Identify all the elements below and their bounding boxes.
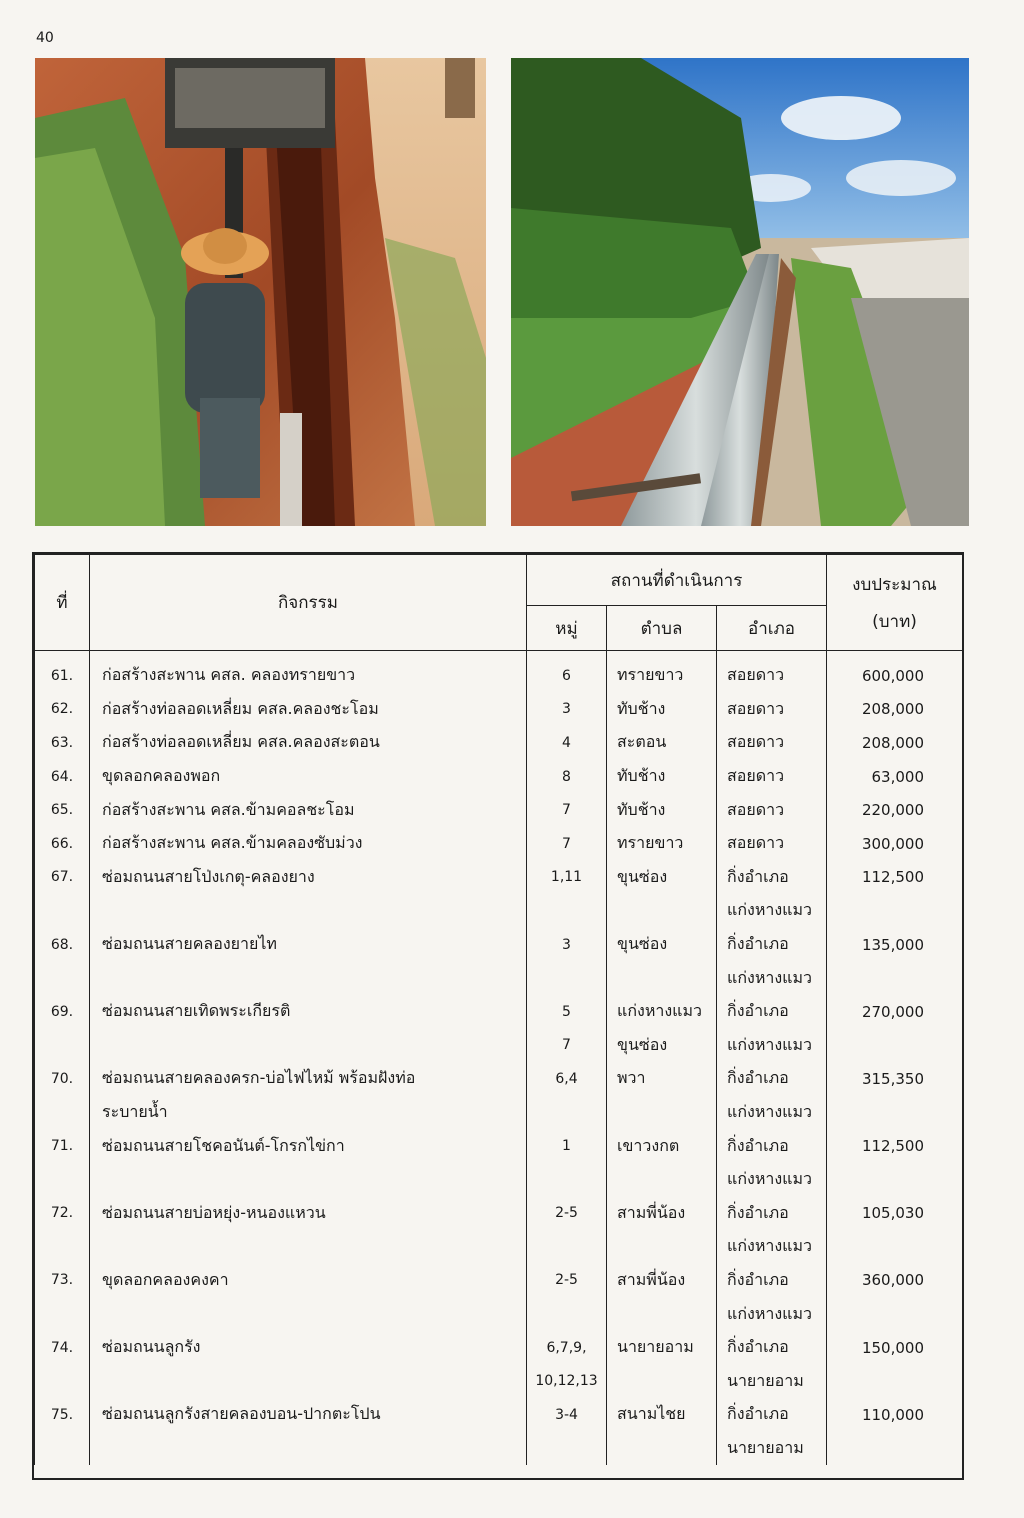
table-row <box>35 995 963 1029</box>
row-tambon: ทรายขาว <box>607 827 717 861</box>
row-moo <box>527 1230 607 1264</box>
row-moo <box>527 1297 607 1331</box>
row-activity <box>90 961 527 995</box>
row-moo: 3 <box>527 928 607 962</box>
row-number: 75. <box>35 1398 90 1432</box>
row-number <box>35 894 90 928</box>
row-number: 67. <box>35 861 90 895</box>
header-budget-unit: (บาท) <box>872 611 917 632</box>
row-activity: ขุดลอกคลองพอก <box>90 760 527 794</box>
row-number: 66. <box>35 827 90 861</box>
table-row <box>35 651 963 693</box>
row-tambon: ขุนซ่อง <box>607 861 717 895</box>
table-row <box>35 827 963 861</box>
row-tambon <box>607 1297 717 1331</box>
row-budget: 63,000 <box>827 760 963 794</box>
row-tambon: ทับช้าง <box>607 693 717 727</box>
row-amphoe: แก่งหางแมว <box>717 1230 827 1264</box>
row-amphoe: แก่งหางแมว <box>717 1029 827 1063</box>
row-budget <box>827 1096 963 1130</box>
row-activity <box>90 1432 527 1466</box>
row-tambon: ขุนซ่อง <box>607 1029 717 1063</box>
row-tambon <box>607 1364 717 1398</box>
row-budget: 150,000 <box>827 1331 963 1365</box>
row-amphoe: กิ่งอำเภอ <box>717 1398 827 1432</box>
header-tambon: ตำบล <box>607 606 717 651</box>
row-tambon: สามพี่น้อง <box>607 1197 717 1231</box>
row-tambon <box>607 894 717 928</box>
row-moo: 7 <box>527 1029 607 1063</box>
row-budget <box>827 1364 963 1398</box>
row-tambon: ขุนซ่อง <box>607 928 717 962</box>
row-budget <box>827 1432 963 1466</box>
header-moo: หมู่ <box>527 606 607 651</box>
row-tambon: นายายอาม <box>607 1331 717 1365</box>
table-row <box>35 1029 963 1063</box>
row-moo: 6,4 <box>527 1062 607 1096</box>
row-budget: 208,000 <box>827 693 963 727</box>
row-activity: ซ่อมถนนสายโป่งเกตุ-คลองยาง <box>90 861 527 895</box>
header-amphoe: อำเภอ <box>717 606 827 651</box>
row-tambon <box>607 1096 717 1130</box>
header-no: ที่ <box>35 555 90 651</box>
row-budget <box>827 894 963 928</box>
row-tambon <box>607 1432 717 1466</box>
row-activity <box>90 1364 527 1398</box>
header-budget <box>827 555 963 651</box>
row-number: 63. <box>35 726 90 760</box>
table-row <box>35 1129 963 1163</box>
row-moo: 8 <box>527 760 607 794</box>
row-number: 70. <box>35 1062 90 1096</box>
row-budget <box>827 961 963 995</box>
page-number: 40 <box>36 30 54 46</box>
row-tambon: เขาวงกต <box>607 1129 717 1163</box>
row-number: 61. <box>35 651 90 693</box>
row-amphoe: สอยดาว <box>717 693 827 727</box>
row-number <box>35 1364 90 1398</box>
row-amphoe: สอยดาว <box>717 827 827 861</box>
row-amphoe: กิ่งอำเภอ <box>717 1331 827 1365</box>
row-moo: 3-4 <box>527 1398 607 1432</box>
row-number <box>35 1432 90 1466</box>
row-amphoe: กิ่งอำเภอ <box>717 861 827 895</box>
row-activity: ซ่อมถนนสายคลองยายไท <box>90 928 527 962</box>
row-budget: 112,500 <box>827 861 963 895</box>
row-activity: ก่อสร้างท่อลอดเหลี่ยม คสล.คลองชะโอม <box>90 693 527 727</box>
row-amphoe: แก่งหางแมว <box>717 1096 827 1130</box>
header-budget-label: งบประมาณ <box>852 574 937 595</box>
row-activity: ก่อสร้างสะพาน คสล.ข้ามคลองซับม่วง <box>90 827 527 861</box>
row-number <box>35 1096 90 1130</box>
table-row <box>35 793 963 827</box>
row-activity <box>90 1029 527 1063</box>
row-tambon <box>607 961 717 995</box>
row-activity <box>90 894 527 928</box>
row-activity: ก่อสร้างท่อลอดเหลี่ยม คสล.คลองสะตอน <box>90 726 527 760</box>
row-budget <box>827 1297 963 1331</box>
row-activity: ซ่อมถนนลูกรัง <box>90 1331 527 1365</box>
row-activity: ซ่อมถนนลูกรังสายคลองบอน-ปากตะโปน <box>90 1398 527 1432</box>
row-budget <box>827 1163 963 1197</box>
row-number <box>35 1297 90 1331</box>
row-number: 62. <box>35 693 90 727</box>
row-tambon: แก่งหางแมว <box>607 995 717 1029</box>
row-number: 64. <box>35 760 90 794</box>
row-moo: 6 <box>527 651 607 693</box>
row-moo: 1 <box>527 1129 607 1163</box>
row-budget: 220,000 <box>827 793 963 827</box>
row-activity <box>90 1297 527 1331</box>
row-budget: 135,000 <box>827 928 963 962</box>
table-row <box>35 1163 963 1197</box>
row-moo: 5 <box>527 995 607 1029</box>
row-moo <box>527 961 607 995</box>
table-row <box>35 1364 963 1398</box>
row-moo <box>527 894 607 928</box>
row-moo <box>527 1163 607 1197</box>
row-activity: ซ่อมถนนสายคลองครก-บ่อไฟไหม้ พร้อมฝังท่อ <box>90 1062 527 1096</box>
row-activity: ก่อสร้างสะพาน คสล.ข้ามคอลชะโอม <box>90 793 527 827</box>
row-budget: 110,000 <box>827 1398 963 1432</box>
row-activity: ซ่อมถนนสายบ่อหยุ่ง-หนองแหวน <box>90 1197 527 1231</box>
row-amphoe: สอยดาว <box>717 651 827 693</box>
row-moo: 4 <box>527 726 607 760</box>
row-tambon: พวา <box>607 1062 717 1096</box>
row-tambon: ทับช้าง <box>607 760 717 794</box>
header-activity: กิจกรรม <box>90 555 527 651</box>
concrete-pipes-photo <box>511 58 969 526</box>
table-row <box>35 1096 963 1130</box>
table-row <box>35 1331 963 1365</box>
table-row <box>35 861 963 895</box>
table-row <box>35 894 963 928</box>
row-activity <box>90 1230 527 1264</box>
row-moo: 10,12,13 <box>527 1364 607 1398</box>
row-moo: 1,11 <box>527 861 607 895</box>
row-budget: 112,500 <box>827 1129 963 1163</box>
table-body <box>35 651 963 1466</box>
row-number <box>35 1230 90 1264</box>
row-amphoe: กิ่งอำเภอ <box>717 1129 827 1163</box>
row-amphoe: สอยดาว <box>717 726 827 760</box>
row-amphoe: สอยดาว <box>717 793 827 827</box>
row-moo: 2-5 <box>527 1264 607 1298</box>
table-row <box>35 1398 963 1432</box>
table-row <box>35 1297 963 1331</box>
row-amphoe: สอยดาว <box>717 760 827 794</box>
row-amphoe: แก่งหางแมว <box>717 961 827 995</box>
row-number: 72. <box>35 1197 90 1231</box>
row-moo: 6,7,9, <box>527 1331 607 1365</box>
row-budget <box>827 1230 963 1264</box>
table-row <box>35 1432 963 1466</box>
row-moo: 7 <box>527 793 607 827</box>
row-number <box>35 1163 90 1197</box>
row-activity: ขุดลอกคลองคงคา <box>90 1264 527 1298</box>
row-number: 74. <box>35 1331 90 1365</box>
row-amphoe: แก่งหางแมว <box>717 1163 827 1197</box>
row-number <box>35 1029 90 1063</box>
table-row <box>35 693 963 727</box>
row-amphoe: กิ่งอำเภอ <box>717 1264 827 1298</box>
row-budget: 600,000 <box>827 651 963 693</box>
row-budget: 360,000 <box>827 1264 963 1298</box>
row-moo: 2-5 <box>527 1197 607 1231</box>
row-budget: 300,000 <box>827 827 963 861</box>
row-moo: 3 <box>527 693 607 727</box>
row-tambon: ทับช้าง <box>607 793 717 827</box>
row-amphoe: กิ่งอำเภอ <box>717 928 827 962</box>
row-tambon: ทรายขาว <box>607 651 717 693</box>
row-budget <box>827 1029 963 1063</box>
row-number: 69. <box>35 995 90 1029</box>
row-budget: 315,350 <box>827 1062 963 1096</box>
row-amphoe: กิ่งอำเภอ <box>717 995 827 1029</box>
table-row <box>35 726 963 760</box>
header-location: สถานที่ดำเนินการ <box>527 555 827 606</box>
row-tambon: สามพี่น้อง <box>607 1264 717 1298</box>
row-budget: 208,000 <box>827 726 963 760</box>
trench-digging-photo <box>35 58 486 526</box>
row-amphoe: แก่งหางแมว <box>717 1297 827 1331</box>
table-row <box>35 760 963 794</box>
row-budget: 105,030 <box>827 1197 963 1231</box>
row-number: 71. <box>35 1129 90 1163</box>
project-table <box>32 552 964 1480</box>
row-activity: ซ่อมถนนสายโชคอนันต์-โกรกไข่กา <box>90 1129 527 1163</box>
table-row <box>35 1230 963 1264</box>
table-row <box>35 1264 963 1298</box>
row-amphoe: กิ่งอำเภอ <box>717 1062 827 1096</box>
row-number <box>35 961 90 995</box>
row-tambon: สะตอน <box>607 726 717 760</box>
table-row <box>35 928 963 962</box>
row-amphoe: นายายอาม <box>717 1432 827 1466</box>
table-row <box>35 1062 963 1096</box>
row-moo <box>527 1432 607 1466</box>
table-row <box>35 1197 963 1231</box>
row-number: 68. <box>35 928 90 962</box>
table-row <box>35 961 963 995</box>
row-moo <box>527 1096 607 1130</box>
row-amphoe: กิ่งอำเภอ <box>717 1197 827 1231</box>
row-moo: 7 <box>527 827 607 861</box>
row-tambon: สนามไชย <box>607 1398 717 1432</box>
row-activity: ซ่อมถนนสายเทิดพระเกียรติ <box>90 995 527 1029</box>
row-tambon <box>607 1163 717 1197</box>
row-activity: ระบายน้ำ <box>90 1096 527 1130</box>
row-tambon <box>607 1230 717 1264</box>
row-activity <box>90 1163 527 1197</box>
row-budget: 270,000 <box>827 995 963 1029</box>
row-number: 73. <box>35 1264 90 1298</box>
row-amphoe: นายายอาม <box>717 1364 827 1398</box>
row-amphoe: แก่งหางแมว <box>717 894 827 928</box>
row-number: 65. <box>35 793 90 827</box>
row-activity: ก่อสร้างสะพาน คสล. คลองทรายขาว <box>90 651 527 693</box>
